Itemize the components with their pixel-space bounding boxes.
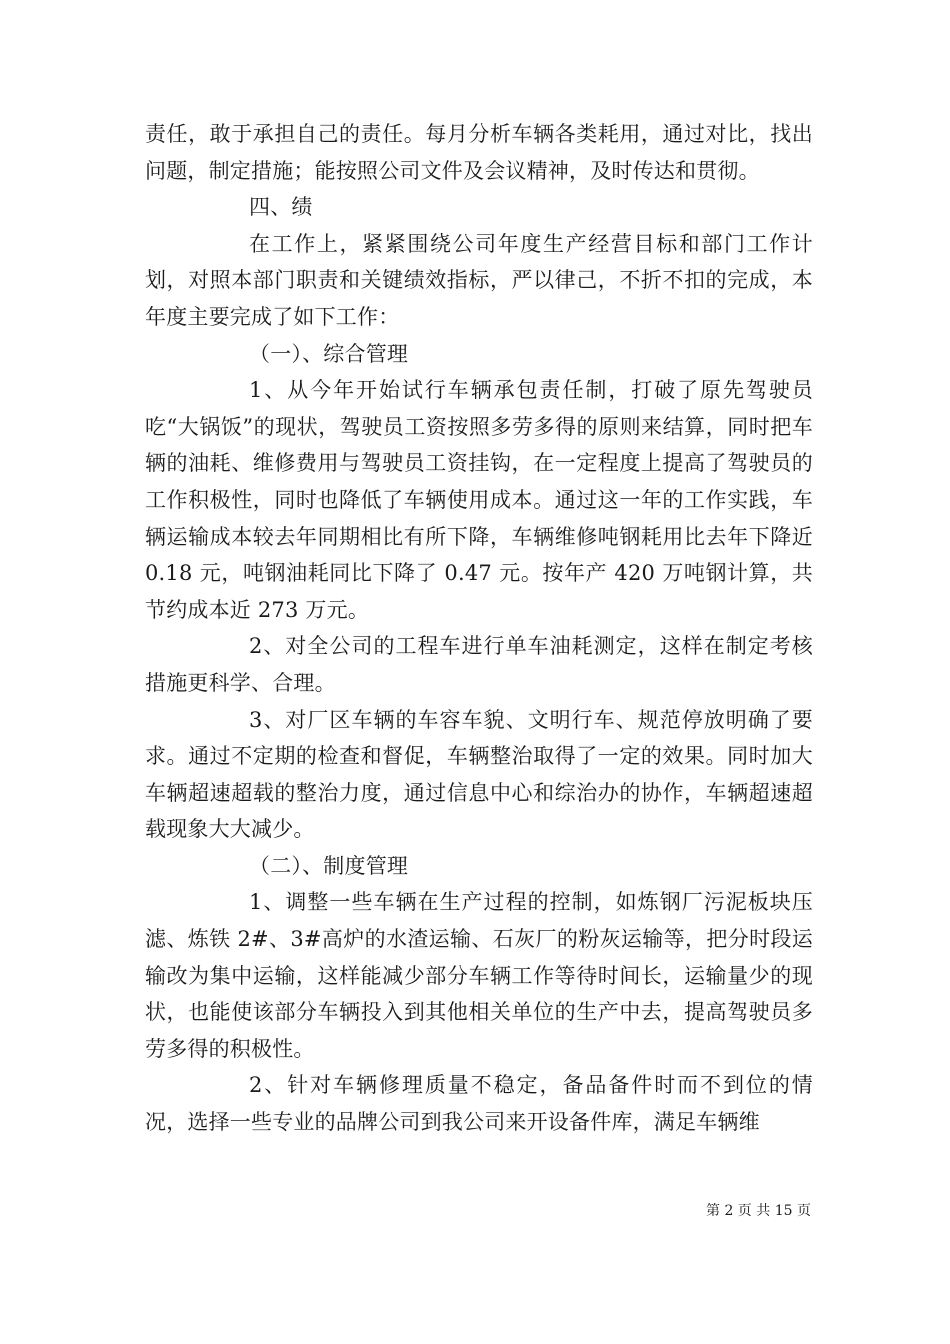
paragraph-system-item-1: 1、调整一些车辆在生产过程的控制，如炼钢厂污泥板块压滤、炼铁 2#、3#高炉的水渣运输、石灰厂的粉灰运输等，把分时段运输改为集中运输，这样能减少部分车辆工作等待时间长，运输量少的现状，也能使该部分车辆投入到其他相关单位的生产中去，提高驾驶员多劳多得的积极性。 [145,890,813,1061]
paragraph-item-3: 3、对厂区车辆的车容车貌、文明行车、规范停放明确了要求。通过不定期的检查和督促，车辆整治取得了一定的效果。同时加大车辆超速超载的整治力度，通过信息中心和综治办的协作，车辆超速超载现象大大减少。 [145,707,813,842]
paragraph-item-2: 2、对全公司的工程车进行单车油耗测定，这样在制定考核措施更科学、合理。 [145,634,813,695]
page-number: 第 2 页 共 15 页 [706,1203,811,1219]
paragraph-system-item-2: 2、针对车辆修理质量不稳定，备品备件时而不到位的情况，选择一些专业的品牌公司到我公司来开设备件库，满足车辆维 [145,1073,813,1135]
section-heading-4: 四、绩 [249,195,313,220]
subheading-comprehensive-management: （一）、综合管理 [249,341,409,366]
paragraph-item-1: 1、从今年开始试行车辆承包责任制，打破了原先驾驶员吃“大锅饭”的现状，驾驶员工资按照多劳多得的原则来结算，同时把车辆的油耗、维修费用与驾驶员工资挂钩，在一定程度上提高了驾驶员的工作积极性，同时也降低了车辆使用成本。通过这一年的工作实践，车辆运输成本较去年同期相比有所下降，车辆维修吨钢耗用比去年下降近 0.18 元，吨钢油耗同比下降了 0.47 元。按年产 420 万吨钢计算，共节约成本近 273 万元。 [145,378,813,622]
paragraph-continuation: 责任，敢于承担自己的责任。每月分析车辆各类耗用，通过对比，找出问题，制定措施；能按照公司文件及会议精神，及时传达和贯彻。 [145,122,813,183]
body-text [145,116,813,1141]
paragraph-intro: 在工作上，紧紧围绕公司年度生产经营目标和部门工作计划，对照本部门职责和关键绩效指标，严以律己，不折不扣的完成，本年度主要完成了如下工作： [145,231,813,329]
subheading-system-management: （二）、制度管理 [249,853,409,878]
